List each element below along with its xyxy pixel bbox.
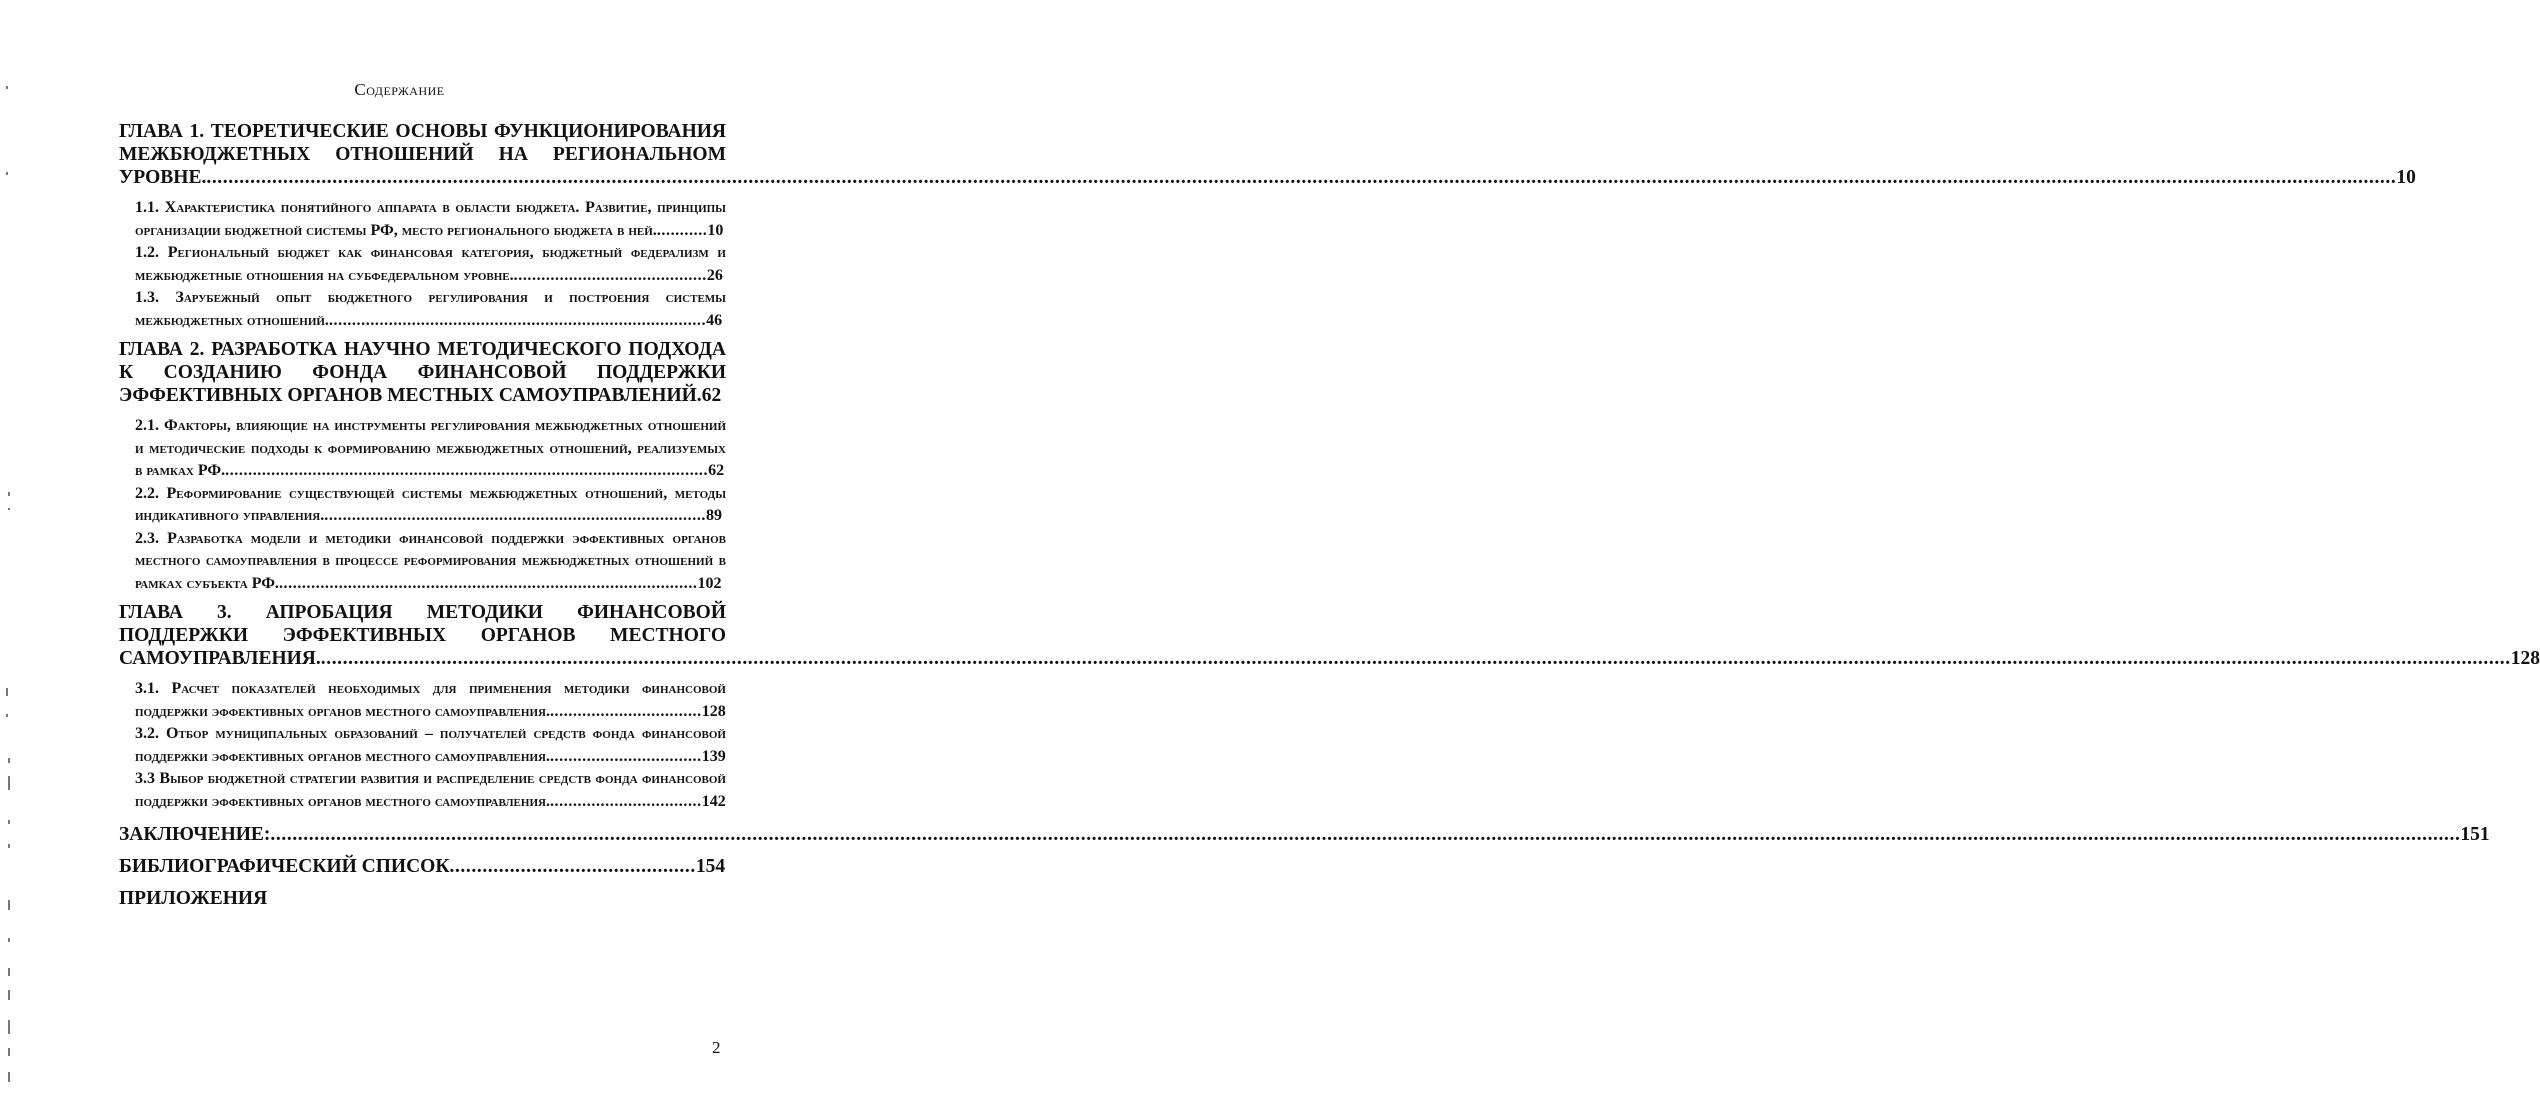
toc-entry-page: 62: [708, 462, 725, 479]
toc-section-entry[interactable]: [135, 678, 726, 723]
toc-entry-title: 1.1. Характеристика понятийного аппарата в области бюджета. Развитие, принципы организации бюджетной системы РФ, место регионального бюджета в ней.: [135, 199, 726, 239]
toc-dot-leader: ................................................................................................................................................................................................................................................................................................................................................................................................................: [270, 824, 2461, 845]
toc-dot-leader: ................................................................................................................................................................................................................................................................................................................................................................................................................: [320, 648, 2511, 669]
toc-entry-page: 128: [2510, 648, 2540, 669]
toc-entry-title: 2.2. Реформирование существующей системы межбюджетных отношений, методы индикативного управления.: [135, 484, 726, 524]
toc-chapter-entry[interactable]: [119, 887, 726, 910]
toc-dot-leader: .............................................: [449, 856, 696, 877]
toc-entry-title: 1.3. Зарубежный опыт бюджетного регулирования и построения системы межбюджетных отношений.: [135, 289, 726, 329]
toc-entry-title: ГЛАВА 1. ТЕОРЕТИЧЕСКИЕ ОСНОВЫ ФУНКЦИОНИРОВАНИЯ МЕЖБЮДЖЕТНЫХ ОТНОШЕНИЙ НА РЕГИОНАЛЬНОМ УРОВНЕ.: [119, 121, 726, 188]
toc-section-entry[interactable]: [135, 415, 726, 483]
toc-dot-leader: ................................................................................................................................................................................................................................................................................................................................................................................................................: [206, 167, 2397, 188]
toc-entry-page: 26: [706, 266, 723, 284]
toc-dot-leader: .................................: [549, 702, 702, 720]
toc-chapter-entry[interactable]: [119, 601, 2540, 670]
toc-entry-page: 128: [701, 702, 726, 720]
toc-section-entry[interactable]: [135, 528, 726, 596]
toc-dot-leader: ...................................................................................: [324, 507, 707, 524]
toc-entry-title: БИБЛИОГРАФИЧЕСКИЙ СПИСОК: [119, 856, 450, 877]
toc-entry-page: 139: [701, 747, 726, 765]
toc-dot-leader: .................................: [549, 747, 702, 765]
toc-chapter-entry[interactable]: [119, 120, 2416, 189]
toc-entry-title: 1.2. Региональный бюджет как финансовая категория, бюджетный федерализм и межбюджетные отношения на субфедеральном уровне.: [135, 244, 726, 284]
page-title: Содержание: [354, 80, 445, 99]
page-number: 2: [712, 1038, 721, 1057]
toc-chapter-entry[interactable]: [119, 855, 726, 878]
toc-section-entry[interactable]: [135, 197, 726, 242]
toc-entry-page: 102: [697, 574, 722, 592]
toc-section-entry[interactable]: [135, 483, 726, 528]
toc-entry-page: 142: [701, 792, 726, 810]
toc-section-entry[interactable]: [135, 287, 726, 332]
toc-chapter-entry[interactable]: [119, 823, 2490, 846]
toc-entry-title: 3.2. Отбор муниципальных образований – получателей средств фонда финансовой поддержки эффективных органов местного самоуправления.: [135, 725, 726, 765]
toc-entry-title: ГЛАВА 2. РАЗРАБОТКА НАУЧНО МЕТОДИЧЕСКОГО ПОДХОДА К СОЗДАНИЮ ФОНДА ФИНАНСОВОЙ ПОДДЕРЖКИ ЭФФЕКТИВНЫХ ОРГАНОВ МЕСТНЫХ САМОУПРАВЛЕНИЙ.: [119, 339, 726, 406]
toc-chapter-entry[interactable]: [119, 338, 726, 407]
table-of-contents: [119, 120, 2540, 910]
toc-entry-page: 154: [695, 856, 726, 877]
toc-entry-page: 10: [2396, 167, 2416, 188]
toc-entry-page: 151: [2460, 824, 2490, 845]
toc-entry-title: 2.1. Факторы, влияющие на инструменты регулирования межбюджетных отношений и методические подходы к формированию межбюджетных отношений, реализуемых в рамках РФ.: [135, 417, 726, 479]
toc-entry-page: 89: [706, 507, 723, 524]
toc-section-entry[interactable]: [135, 242, 726, 287]
toc-entry-page: 62: [701, 385, 722, 406]
toc-dot-leader: ...........................................................................................: [278, 574, 698, 592]
toc-dot-leader: ...........: [656, 221, 708, 239]
toc-entry-page: 46: [706, 311, 723, 329]
toc-dot-leader: ..................................................................................: [328, 311, 707, 329]
toc-entry-title: ЗАКЛЮЧЕНИЕ:: [119, 824, 271, 845]
toc-entry-title: 3.1. Расчет показателей необходимых для применения методики финансовой поддержки эффективных органов местного самоуправления.: [135, 680, 726, 720]
toc-section-entry[interactable]: [135, 723, 726, 768]
toc-dot-leader: .........................................................................................................: [225, 462, 709, 479]
toc-entry-title: ПРИЛОЖЕНИЯ: [119, 888, 268, 909]
toc-dot-leader: ..........................................: [513, 266, 707, 284]
toc-entry-page: 10: [707, 221, 724, 239]
scan-margin-marks: [0, 0, 20, 1099]
toc-section-entry[interactable]: [135, 768, 726, 813]
toc-dot-leader: .................................: [549, 792, 702, 810]
toc-entry-title: 2.3. Разработка модели и методики финансовой поддержки эффективных органов местного самоуправления в процессе реформирования межбюджетных отношений в рамках субъекта РФ.: [135, 529, 726, 592]
toc-entry-title: ГЛАВА 3. АПРОБАЦИЯ МЕТОДИКИ ФИНАНСОВОЙ ПОДДЕРЖКИ ЭФФЕКТИВНЫХ ОРГАНОВ МЕСТНОГО САМОУПРАВЛЕНИЯ.: [119, 602, 726, 669]
toc-entry-title: 3.3 Выбор бюджетной стратегии развития и распределение средств фонда финансовой поддержки эффективных органов местного самоуправления.: [135, 770, 726, 810]
